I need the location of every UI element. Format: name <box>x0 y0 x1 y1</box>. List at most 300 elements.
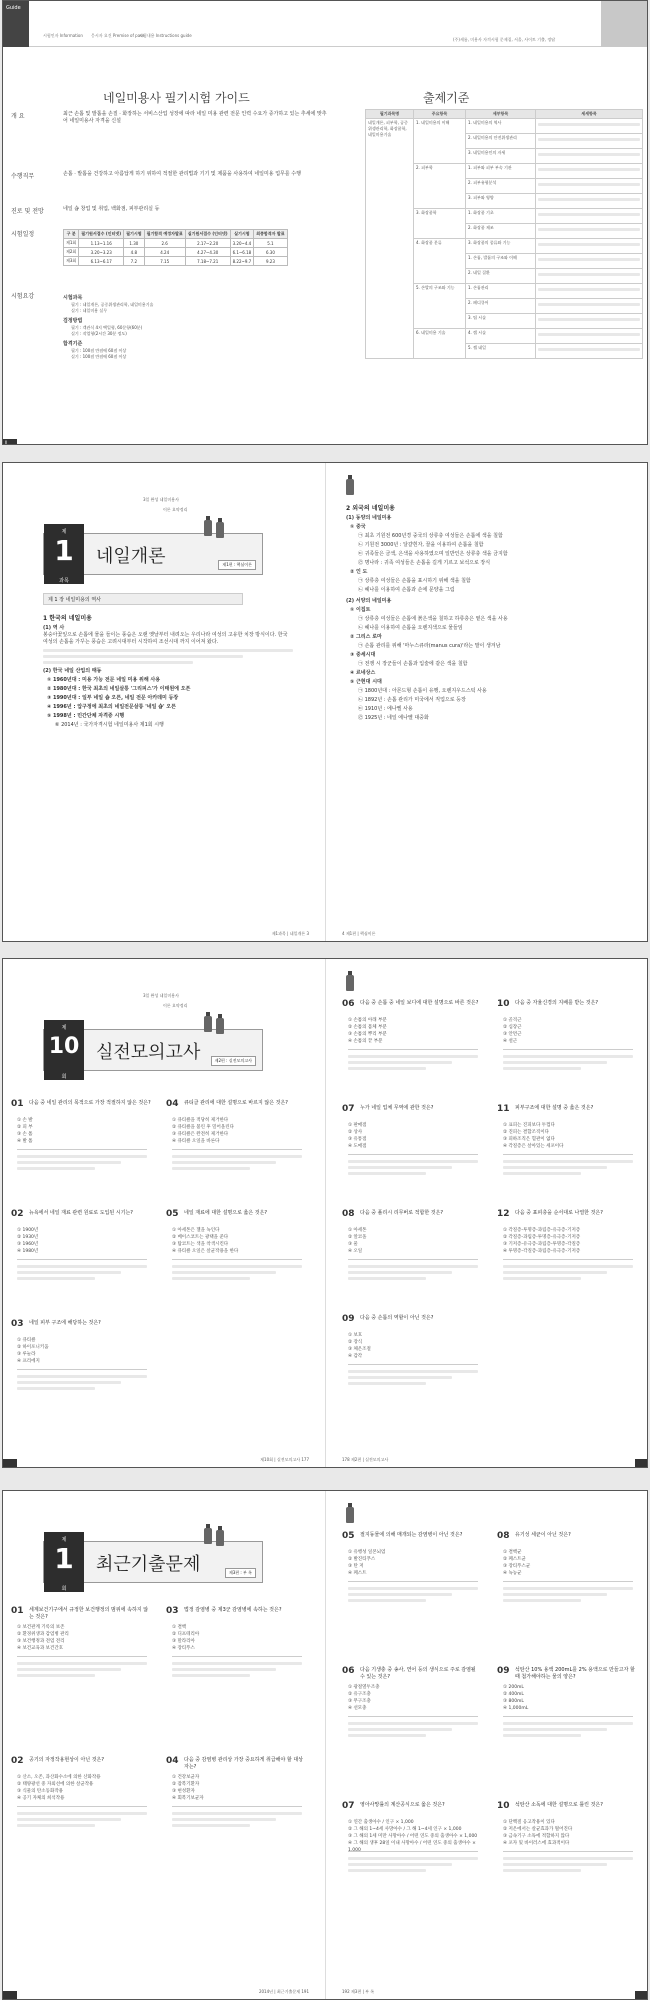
list-item: ① 1960년대 : 미용 가능 전문 네일 미용 위해 사용 <box>47 677 161 683</box>
text-line-placeholder <box>503 1587 633 1590</box>
header-right-text: (주)새롬, 미용사 자격시험 문제집, 서울, 사이트 기출, 정답 <box>453 37 556 42</box>
text-line-placeholder <box>172 1167 250 1170</box>
option: ③ 말라리아 <box>172 1639 195 1644</box>
header-tag-2: 이론 요약정리 <box>163 1003 188 1008</box>
option: ④ 손톱의 끝 부분 <box>348 1039 383 1044</box>
nail-polish-icon <box>346 975 354 991</box>
topic-title: (2) 한국 네일 산업의 태동 <box>43 668 102 674</box>
schedule-cell: 6.1~6.18 <box>230 248 254 257</box>
schedule-header: 필기합격 예정자발표 <box>144 230 185 239</box>
explanation-block <box>172 1149 302 1173</box>
question-number: 03 <box>11 1319 24 1329</box>
option: ③ 기저층-유극층-과립층-투명층-각질층 <box>503 1242 581 1247</box>
options-list <box>503 1819 637 1847</box>
text-line-placeholder <box>503 1593 607 1596</box>
schedule-cell: 제2회 <box>64 248 79 257</box>
criteria-sub: 3. 네일미용인의 자세 <box>466 149 536 164</box>
page-footer: 제1과목 | 네일개론 3 <box>271 931 309 936</box>
schedule-cell: 4.24 <box>144 248 185 257</box>
chapter-banner <box>43 1025 263 1080</box>
detail-line-placeholder <box>538 153 640 156</box>
option: ② 잠복기환자 <box>172 1782 200 1787</box>
option: ② 그 해의 1~4세 사망아수 / 그 해 1~4세 인구 × 1,000 <box>348 1827 462 1832</box>
schedule-cell: 7.18~7.21 <box>185 257 230 266</box>
text-line-placeholder <box>172 1824 250 1827</box>
option: ③ 장티푸스균 <box>503 1564 531 1569</box>
schedule-cell: 3.20~4.4 <box>230 239 254 248</box>
list-item: ⑥ 2014년 : 국가자격시험 네일미용사 제1회 시행 <box>55 722 164 728</box>
option: ② 진피는 결합조직이다 <box>503 1130 550 1135</box>
explanation-block <box>17 1259 147 1283</box>
schedule-header: 필기원서접수 (인터넷) <box>79 230 124 239</box>
answer-strip <box>635 1991 648 1999</box>
option: ④ 투명층-각질층-과립층-유극층-기저층 <box>503 1249 581 1254</box>
question-text: 큐티클 관리에 대한 설명으로 바르지 않은 것은? <box>184 1100 288 1106</box>
option: ① 보건관계 기록의 보존 <box>17 1625 65 1630</box>
criteria-sub: 5. 젤 네일 <box>466 344 536 359</box>
list-item: ㉣ 1925년 : 네일 에나멜 대중화 <box>358 715 429 721</box>
text-line-placeholder <box>17 1161 121 1164</box>
text-line-placeholder <box>348 1166 452 1169</box>
option: ① 결핵균 <box>503 1550 522 1555</box>
text-line-placeholder <box>172 1155 302 1158</box>
schedule-cell: 2.6 <box>144 239 185 248</box>
past-exam-spread <box>2 1490 648 2000</box>
right-page <box>326 959 648 1467</box>
option: ④ 1,000mL <box>503 1706 529 1711</box>
detail-line-placeholder <box>538 168 640 171</box>
schedule-cell: 6.13~6.17 <box>79 257 124 266</box>
options-list <box>348 1549 482 1577</box>
eastern-list <box>346 524 626 594</box>
detail-line-placeholder <box>538 303 640 306</box>
text-line-placeholder <box>348 1271 452 1274</box>
options-list <box>348 1684 482 1712</box>
explanation-block <box>503 1259 633 1283</box>
list-item: ㉠ 상류층 여성들은 손톱에 붉은색을 칠하고 하류층은 옅은 색을 사용 <box>358 616 508 622</box>
requirement-item: 필기 : 100점 만점에 60점 이상 <box>71 348 127 353</box>
explanation-block <box>172 1259 302 1283</box>
text-line-placeholder <box>503 1055 633 1058</box>
option: ④ 설근 <box>503 1039 518 1044</box>
options-list <box>503 1017 637 1045</box>
question-number: 11 <box>497 1104 510 1114</box>
option: ① 건강보균자 <box>172 1775 200 1780</box>
option: ② 장식 <box>348 1340 363 1345</box>
schedule-header: 구 분 <box>64 230 79 239</box>
criteria-sub: 2. 화장품 제조 <box>466 224 536 239</box>
option: ④ 보건교육과 보건간호 <box>17 1646 64 1651</box>
chapter-subtitle: 제3편 : 부 록 <box>225 1568 256 1578</box>
criteria-sub: 1. 네일미용의 역사 <box>466 119 536 134</box>
option: ③ 체온조절 <box>348 1347 371 1352</box>
list-item: ⑤ 1998년 : 민간단체 자격증 시행 <box>47 713 125 719</box>
schedule-cell: 4.27~4.30 <box>185 248 230 257</box>
nail-polish-icon <box>216 522 224 538</box>
criteria-header: 세세항목 <box>536 110 643 119</box>
question-number: 07 <box>342 1104 355 1114</box>
requirement-item: 실기 : 작업형(2시간 30분 정도) <box>71 331 127 336</box>
question-number: 02 <box>11 1756 24 1766</box>
text-line-placeholder <box>172 1818 276 1821</box>
text-line-placeholder <box>348 1857 478 1860</box>
list-item: ㉡ 헤나를 이용하여 손톱을 오렌지색으로 물들임 <box>358 625 463 631</box>
question-number: 09 <box>342 1314 355 1324</box>
list-item: ㉡ 기원전 3000년 : 달걀흰자, 꿀을 이용하여 손톱을 칠함 <box>358 542 484 548</box>
schedule-header: 필기시험 <box>124 230 144 239</box>
criteria-sub: 2. 네일 질환 <box>466 269 536 284</box>
option: ④ 장티푸스 <box>172 1646 195 1651</box>
text-line-placeholder <box>348 1172 426 1175</box>
text-line-placeholder <box>17 1155 147 1158</box>
options-list <box>503 1122 637 1150</box>
text-line-placeholder <box>17 1271 121 1274</box>
option: ① 각질층-투명층-과립층-유극층-기저층 <box>503 1228 581 1233</box>
options-list <box>503 1684 637 1712</box>
explanation-block <box>503 1716 633 1740</box>
text-line-placeholder <box>348 1277 426 1280</box>
text-line-placeholder <box>348 1382 426 1385</box>
text-line-placeholder <box>348 1869 426 1872</box>
option: ① 보호 <box>348 1333 363 1338</box>
criteria-sub: 3. 팁 시술 <box>466 314 536 329</box>
text-line-placeholder <box>348 1370 478 1373</box>
nail-polish-icon <box>216 1018 224 1034</box>
requirement-title: 검정방법 <box>63 318 83 324</box>
question-text: 석탄산 10% 용액 200mL를 2% 용액으로 만들고자 할 때 첨가해야하는 물의 양은? <box>515 1667 635 1680</box>
right-page <box>326 463 648 941</box>
guide-page <box>2 0 648 445</box>
option: ④ 공기 자체의 희석작용 <box>17 1796 65 1801</box>
option: ② 심장근 <box>503 1025 522 1030</box>
detail-line-placeholder <box>538 138 640 141</box>
options-list <box>17 1117 151 1145</box>
criteria-main: 5. 손발의 구조와 기능 <box>414 284 466 329</box>
option: ③ 손톱의 뿌리 부분 <box>348 1032 387 1037</box>
list-item: ③ 중세시대 <box>350 652 376 658</box>
schedule-header: 실기시험 <box>230 230 254 239</box>
question-text: 다음 중 폴리시 리무버로 적합한 것은? <box>360 1210 444 1216</box>
page-footer: 2014년 | 최근기출문제 191 <box>258 1989 309 1994</box>
schedule-cell: 3.20~3.23 <box>79 248 124 257</box>
list-item: ㉡ 헤나를 이용하여 손톱과 손에 문양을 그림 <box>358 587 455 593</box>
page-footer: 178 제2편 | 실전모의고사 <box>342 1457 389 1462</box>
criteria-sub: 4. 랩 시술 <box>466 329 536 344</box>
header-tag: 3일 완성 네일미용사 <box>143 497 179 502</box>
text-line-placeholder <box>17 1668 121 1671</box>
topic-title: (2) 서양의 네일미용 <box>346 598 392 604</box>
question-text: 네일 피부 구조에 해당하는 것은? <box>29 1320 101 1326</box>
explanation-block <box>172 1656 302 1680</box>
text-line-placeholder <box>17 1387 95 1390</box>
question-text: 다음 중 네일 관리의 목적으로 가장 적절하지 않은 것은? <box>29 1100 151 1106</box>
guide-header <box>3 1 647 47</box>
question-text: 다음 중 감염병 관리상 가장 중요하게 취급해야 할 대상자는? <box>184 1757 303 1770</box>
text-line-placeholder <box>348 1722 478 1725</box>
option: ① 큐티클 <box>17 1338 36 1343</box>
option: ④ 1980년 <box>17 1249 39 1254</box>
explanation-block <box>503 1581 633 1605</box>
explanation-block <box>348 1581 478 1605</box>
schedule-cell: 7.15 <box>144 257 185 266</box>
text-line-placeholder <box>503 1067 581 1070</box>
option: ③ 안면근 <box>503 1032 522 1037</box>
text-line-placeholder <box>503 1061 607 1064</box>
text-line-placeholder <box>503 1722 633 1725</box>
text-line-placeholder <box>503 1734 581 1737</box>
nail-polish-icon <box>216 1530 224 1546</box>
chapter-number: 1 <box>54 1542 74 1575</box>
criteria-sub: 2. 페디큐어 <box>466 299 536 314</box>
detail-line-placeholder <box>538 198 640 201</box>
schedule-cell: 7.2 <box>124 257 144 266</box>
question-text: 다음 중 표피층을 순서대로 나열한 것은? <box>515 1210 603 1216</box>
option: ④ 프리에지 <box>17 1359 40 1364</box>
explanation-block <box>17 1369 147 1393</box>
question-number: 05 <box>166 1209 179 1219</box>
schedule-cell: 제1회 <box>64 239 79 248</box>
chapter-title: 네일개론 <box>96 546 166 567</box>
list-item: ① 중국 <box>350 524 366 530</box>
question-text: 네일 재료에 대한 설명으로 옳은 것은? <box>184 1210 268 1216</box>
criteria-detail <box>536 209 643 224</box>
header-tag-2: 이론 요약정리 <box>163 507 188 512</box>
option: ① 손톱의 아래 부분 <box>348 1018 387 1023</box>
option: ③ 루눌라 <box>17 1352 36 1357</box>
list-item: ② 1980년대 : 한국 최초의 네일살롱 '그리피스'가 이태원에 오픈 <box>47 686 191 692</box>
options-list <box>348 1332 482 1360</box>
explanation-block <box>348 1364 478 1388</box>
option: ① 손 발 <box>17 1118 33 1123</box>
row-text: 네일 숍 창업 및 취업, 백화점, 피부관리실 등 <box>63 206 160 212</box>
question-number: 10 <box>497 999 510 1009</box>
list-item: ㉣ 명나라 : 귀족 여성들은 손톱을 길게 기르고 보석으로 장식 <box>358 560 491 566</box>
option: ② 저온에서는 살균효과가 떨어진다 <box>503 1827 573 1832</box>
chapter-title: 실전모의고사 <box>96 1042 201 1063</box>
detail-line-placeholder <box>538 213 640 216</box>
option: ③ 피하조직은 혈관이 없다 <box>503 1137 555 1142</box>
option: ④ 감각 <box>348 1354 363 1359</box>
list-item: ㉠ 1800년대 : 아몬드형 손톱이 유행, 오렌지우드스틱 사용 <box>358 688 487 694</box>
schedule-header: 실기원서접수 (인터넷) <box>185 230 230 239</box>
text-line-placeholder <box>17 1277 95 1280</box>
chapter-label: 제 <box>61 1537 67 1543</box>
explanation-block <box>348 1716 478 1740</box>
options-list <box>172 1624 306 1652</box>
option: ③ 탑코트는 색을 착색시킨다 <box>172 1242 229 1247</box>
row-label: 개 요 <box>11 113 25 120</box>
option: ② 태양광선 중 자외선에 의한 살균작용 <box>17 1782 94 1787</box>
option: ③ 그 해의 1세 미만 사망아수 / 어떤 연도 중의 출생아수 × 1,000 <box>348 1834 478 1839</box>
question-number: 03 <box>166 1606 179 1616</box>
criteria-detail <box>536 134 643 149</box>
options-list <box>17 1624 151 1652</box>
criteria-detail <box>536 329 643 344</box>
row-text: 최근 손톱 및 발톱을 손질 · 화장하는 서비스산업 성장에 따라 네일 미용 관련 전문 인력 수요가 증가하고 있는 추세에 맞추어 네일미용사 자격을 신설 <box>63 111 327 124</box>
chapter-1-spread <box>2 462 648 942</box>
question-text: 세계보건기구에서 규정한 보건행정의 범위에 속하지 않는 것은? <box>29 1607 149 1620</box>
nail-polish-icon <box>346 1507 354 1523</box>
criteria-detail <box>536 299 643 314</box>
question-text: 다음 중 손톱 중 네일 보디에 대한 설명으로 바른 것은? <box>360 1000 479 1006</box>
text-line-placeholder <box>348 1593 452 1596</box>
detail-line-placeholder <box>538 228 640 231</box>
option: ① 유행성 일본뇌염 <box>348 1550 386 1555</box>
nav-info: 시험인자 Information <box>43 33 83 38</box>
criteria-table <box>365 109 643 359</box>
criteria-detail <box>536 254 643 269</box>
option: ② 각질층-과립층-투명층-유극층-기저층 <box>503 1235 581 1240</box>
option: ① 산소, 오존, 과산화수소에 의한 산화작용 <box>17 1775 101 1780</box>
options-list <box>503 1549 637 1577</box>
nail-polish-icon <box>204 1016 212 1032</box>
question-text: 뉴욕에서 네일 재료 관련 원료로 도입된 시기는? <box>29 1210 133 1216</box>
criteria-main: 6. 네일미용 기술 <box>414 329 466 359</box>
row-label: 진로 및 전망 <box>11 208 44 215</box>
criteria-detail <box>536 224 643 239</box>
schedule-cell: 5.1 <box>254 239 287 248</box>
option: ① 1900년 <box>17 1228 39 1233</box>
chapter-number-block <box>44 1020 84 1080</box>
text-line-placeholder <box>503 1265 633 1268</box>
header-tag: 3일 완성 네일미용사 <box>143 993 179 998</box>
chapter-number-block <box>44 1532 84 1592</box>
option: ④ 페스트 <box>348 1571 367 1576</box>
nail-polish-icon <box>204 1528 212 1544</box>
schedule-row <box>64 257 288 266</box>
criteria-row <box>366 119 643 134</box>
option: ② 피 부 <box>17 1125 33 1130</box>
chapter-banner <box>43 1537 263 1592</box>
list-item: ㉢ 1910년 : 에나멜 사용 <box>358 706 413 712</box>
question-number: 04 <box>166 1756 179 1766</box>
option: ④ 큐티클 오일은 살균작용을 한다 <box>172 1249 239 1254</box>
criteria-detail <box>536 194 643 209</box>
option: ② 큐티클을 불린 후 밀어올린다 <box>172 1125 234 1130</box>
option: ④ 그 해의 생후 28일 이내 사망아수 / 어떤 연도 중의 출생아수 × 1,000 <box>348 1841 476 1853</box>
options-list <box>172 1774 306 1802</box>
schedule-cell: 4.8 <box>124 248 144 257</box>
text-line-placeholder <box>17 1818 121 1821</box>
option: ② 환경위생과 감염병 관리 <box>17 1632 69 1637</box>
option: ① 단백질 응고작용이 있다 <box>503 1820 555 1825</box>
text-line-placeholder <box>17 1265 147 1268</box>
option: ① 결핵 <box>172 1625 187 1630</box>
option: ① 골격근 <box>503 1018 522 1023</box>
text-line-placeholder <box>172 1812 302 1815</box>
detail-line-placeholder <box>538 333 640 336</box>
explanation-block <box>17 1656 147 1680</box>
criteria-detail <box>536 239 643 254</box>
criteria-sub: 3. 피부와 영양 <box>466 194 536 209</box>
explanation-block <box>348 1154 478 1178</box>
topic-text: 봉숭아꽃잎으로 손톱에 물을 들이는 풍습은 오랜 옛날부터 내려오는 우리나라 여성의 고유한 치장 방식이다. 한국 여성의 손톱을 가꾸는 풍습은 고려시대부터 시작하여 조선시대 까지 이어져 왔다. <box>43 632 288 645</box>
text-line-placeholder <box>503 1166 607 1169</box>
option: ② 하이포니키움 <box>17 1345 49 1350</box>
criteria-sub: 1. 피부와 피부 부속 기관 <box>466 164 536 179</box>
row-label: 시험일정 <box>11 231 35 238</box>
question-number: 12 <box>497 1209 510 1219</box>
options-list <box>503 1227 637 1255</box>
chapter-number: 1 <box>54 534 74 567</box>
list-item: ② 인 도 <box>350 569 368 575</box>
question-number: 08 <box>497 1531 510 1541</box>
right-page <box>326 1491 648 1999</box>
chapter-subtitle: 제1편 : 핵심이론 <box>218 560 256 570</box>
text-line-placeholder <box>503 1277 581 1280</box>
text-line-placeholder <box>172 1271 276 1274</box>
text-line-placeholder <box>348 1734 426 1737</box>
options-list <box>348 1819 482 1854</box>
question-text: 누가 네일 업체 무역에 관한 것은? <box>360 1105 434 1111</box>
option: ① 200mL <box>503 1685 524 1690</box>
left-page <box>3 463 326 941</box>
nav-premise: 응시자 요건 Premise of pass <box>91 33 145 38</box>
option: ② 디프테리아 <box>172 1632 200 1637</box>
criteria-detail <box>536 119 643 134</box>
text-line-placeholder <box>503 1863 607 1866</box>
criteria-subject: 네일개론, 피부학, 공중위생관리학, 화장품학, 네일미용기술 <box>366 119 414 359</box>
option: ④ 각질층은 살아있는 세포이다 <box>503 1144 564 1149</box>
option: ① 판매점 <box>348 1123 367 1128</box>
question-text: 영아사망률의 계산공식으로 옳은 것은? <box>360 1802 445 1808</box>
detail-line-placeholder <box>538 288 640 291</box>
western-list <box>346 607 626 722</box>
text-line-placeholder <box>17 1662 147 1665</box>
chapter-number: 10 <box>48 1034 80 1059</box>
text-line-placeholder <box>172 1265 302 1268</box>
options-list <box>348 1017 482 1045</box>
topic-title: (1) 동양의 네일미용 <box>346 515 392 521</box>
option: ④ 선모충 <box>348 1706 367 1711</box>
requirement-item: 필기 : 객관식 4지 택일형, 60문항(60분) <box>71 325 143 330</box>
text-line-placeholder <box>348 1160 478 1163</box>
list-item: ㉡ 1892년 : 손톱 관리가 미국에서 직업으로 등장 <box>358 697 466 703</box>
text-line-placeholder <box>503 1728 607 1731</box>
chapter-title: 최근기출문제 <box>96 1554 201 1575</box>
option: ③ 큐티클은 완전히 제거한다 <box>172 1132 229 1137</box>
option: ① 아세톤은 젤을 녹인다 <box>172 1228 220 1233</box>
text-line-placeholder <box>348 1061 452 1064</box>
question-number: 02 <box>11 1209 24 1219</box>
detail-line-placeholder <box>538 123 640 126</box>
criteria-detail <box>536 149 643 164</box>
question-number: 05 <box>342 1531 355 1541</box>
option: ③ 손 톱 <box>17 1132 33 1137</box>
question-text: 다음 중 자율신경의 지배를 받는 것은? <box>515 1000 599 1006</box>
options-list <box>172 1227 306 1255</box>
criteria-header: 주요항목 <box>414 110 466 119</box>
list-item: ㉠ 최초 기원전 600년경 중국의 상류층 여성들은 손톱에 색을 칠함 <box>358 533 503 539</box>
option: ③ 탄 저 <box>348 1564 364 1569</box>
text-line-placeholder <box>503 1869 581 1872</box>
schedule-cell: 제3회 <box>64 257 79 266</box>
criteria-detail <box>536 314 643 329</box>
text-line-placeholder <box>172 1662 302 1665</box>
page-mark: II <box>5 440 8 445</box>
answer-strip <box>635 1459 648 1467</box>
chapter-unit: 회 <box>61 1586 67 1592</box>
nav-instructions: 시험내용 Instructions guide <box>139 33 192 38</box>
option: ③ 1960년 <box>17 1242 39 1247</box>
options-list <box>17 1337 151 1365</box>
text-line-placeholder <box>348 1587 478 1590</box>
option: ④ 큐티클 오일을 바른다 <box>172 1139 220 1144</box>
list-item: ㉢ 귀족들은 금색, 은색을 사용하였으며 일반인은 상류층 색을 금지함 <box>358 551 508 557</box>
criteria-sub: 1. 화장품 기초 <box>466 209 536 224</box>
option: ④ 오일 <box>348 1249 363 1254</box>
option: ④ 회복기보균자 <box>172 1796 204 1801</box>
